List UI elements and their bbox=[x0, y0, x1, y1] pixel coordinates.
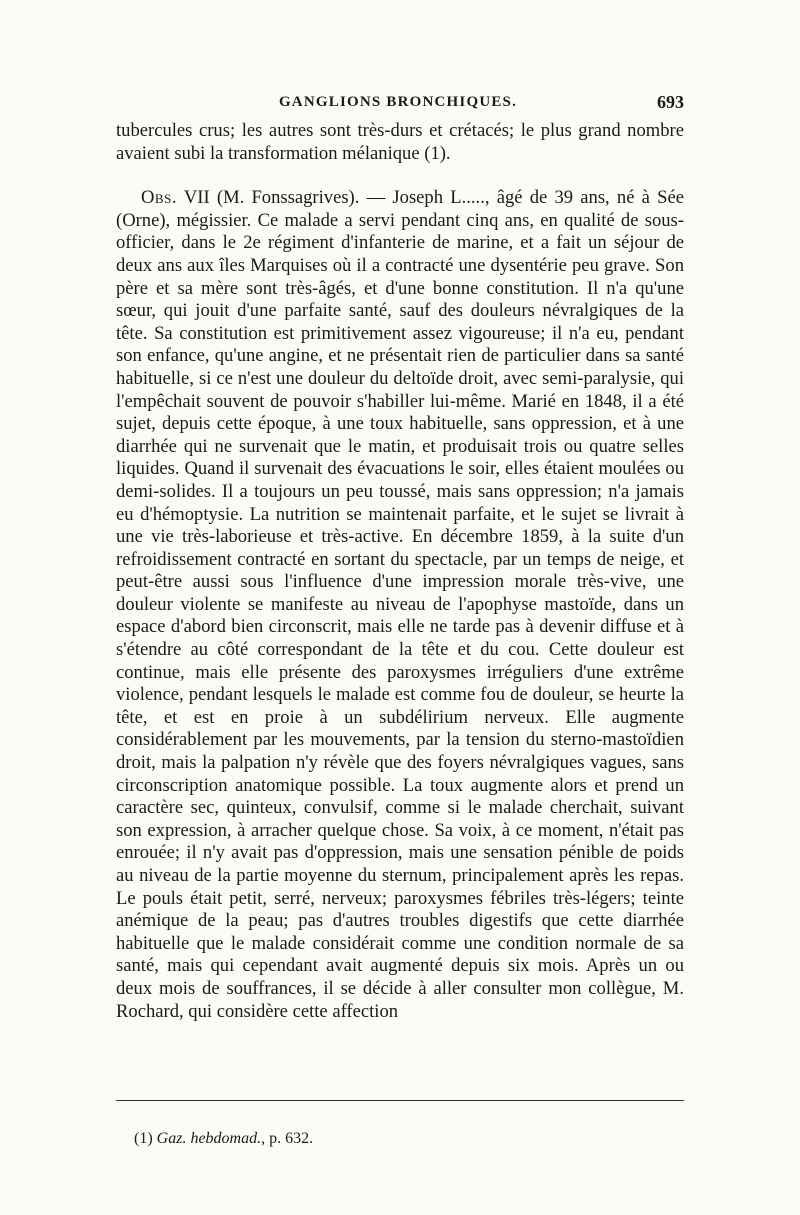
body-text bbox=[116, 120, 684, 1023]
footnote-rule bbox=[116, 1100, 684, 1101]
observation-label: Obs. bbox=[141, 187, 177, 209]
footnote-suffix: , p. 632. bbox=[261, 1130, 314, 1147]
footnote-marker: (1) bbox=[134, 1130, 157, 1147]
footnote bbox=[134, 1130, 313, 1148]
footnote-source: Gaz. hebdomad. bbox=[156, 1130, 262, 1147]
observation-text: VII (M. Fonssagrives). — Joseph L....., âgé de 39 ans, né à Sée (Orne), mégissier. Ce malade a servi pendant cinq ans, en qualité de sous-officier, dans le 2e régiment d'infanterie de marine, et a fait un séjour de deux ans aux îles Marquises où il a contracté une dysentérie peu grave. Son père et sa mère sont très-âgés, et d'une bonne constitution. Il n'a qu'une sœur, qui jouit d'une parfaite santé, sauf des douleurs névralgiques de la tête. Sa constitution est primitivement assez vigoureuse; il n'a eu, pendant son enfance, qu'une angine, et ne présentait rien de particulier dans sa santé habituelle, si ce n'est une douleur du deltoïde droit, avec semi-paralysie, qui l'empêchait souvent de pouvoir s'habiller lui-même. Marié en 1848, il a été sujet, depuis cette époque, à une toux habituelle, sans oppression, et à une diarrhée qui ne survenait que le matin, et produisait trois ou quatre selles liquides. Quand il survenait des évacuations le soir, elles étaient moulées ou demi-solides. Il a toujours un peu toussé, mais sans oppression; n'a jamais eu d'hémoptysie. La nutrition se maintenait parfaite, et le sujet se livrait à une vie très-laborieuse et très-active. En décembre 1859, à la suite d'un refroidissement contracté en sortant du spectacle, par un temps de neige, et peut-être aussi sous l'influence d'une impression morale très-vive, une douleur violente se manifeste au niveau de l'apophyse mastoïde, dans un espace d'abord bien circonscrit, mais elle ne tarde pas à devenir diffuse et à s'étendre au côté correspondant de la tête et du cou. Cette douleur est continue, mais elle présente des paroxysmes irréguliers d'une extrême violence, pendant lesquels le malade est comme fou de douleur, se heurte la tête, et est en proie à un subdélirium nerveux. Elle augmente considérablement par les mouvements, par la tension du sterno-mastoïdien droit, mais la palpation n'y révèle que des foyers névralgiques vagues, sans circonscription anatomique possible. La toux augmente alors et prend un caractère sec, quinteux, convulsif, comme si le malade cherchait, suivant son expression, à arracher quelque chose. Sa voix, à ce moment, n'était pas enrouée; il n'y avait pas d'oppression, mais une sensation pénible de poids au niveau de la partie moyenne du sternum, principalement après les repas. Le pouls était petit, serré, nerveux; paroxysmes fébriles très-légers; teinte anémique de la peau; pas d'autres troubles digestifs que cette diarrhée habituelle que le malade considérait comme une condition normale de sa santé, mais qui cependant avait augmenté depuis six mois. Après un ou deux mois de souffrances, il se décide à aller consulter mon collègue, M. Rochard, qui considère cette affection bbox=[116, 187, 684, 1022]
page-number: 693 bbox=[657, 92, 684, 112]
lead-paragraph: tubercules crus; les autres sont très-durs et crétacés; le plus grand nombre avaient subi la transformation mélanique (1). bbox=[116, 120, 684, 164]
running-title: GANGLIONS BRONCHIQUES. bbox=[278, 94, 518, 110]
observation-paragraph bbox=[116, 187, 684, 1023]
page-header bbox=[112, 94, 684, 116]
